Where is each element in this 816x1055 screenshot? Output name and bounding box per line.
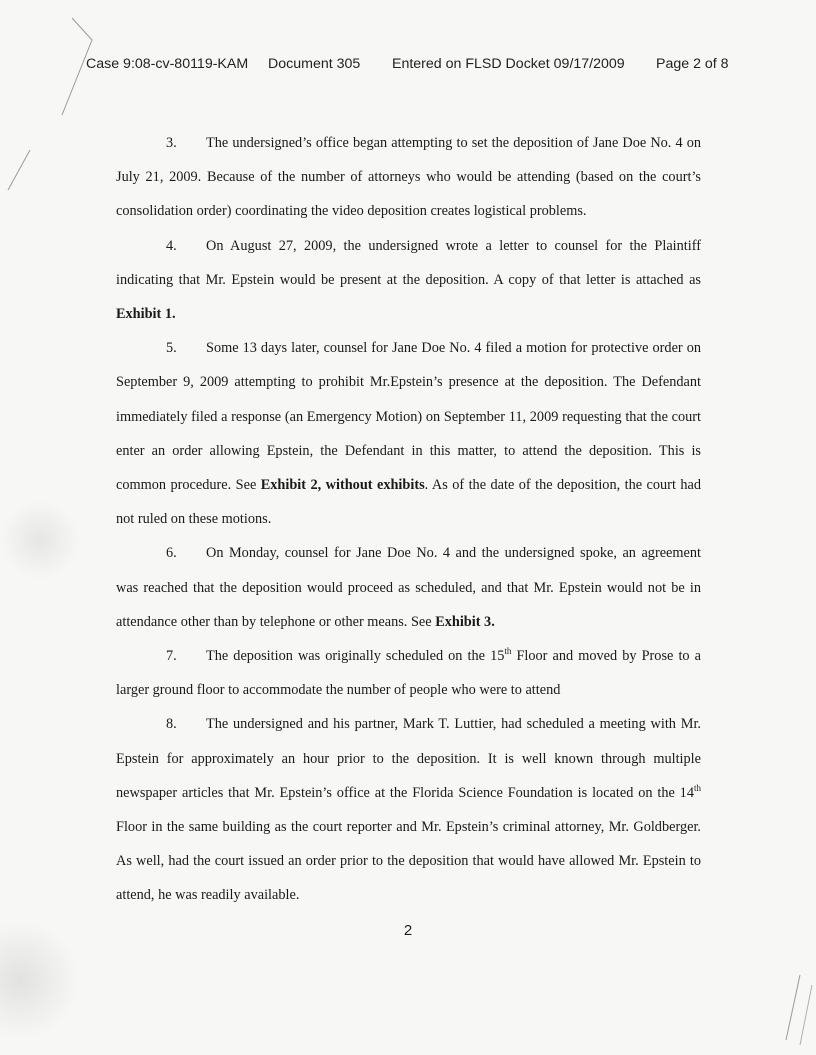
numbered-paragraph: [116, 707, 701, 912]
paragraph-text: Floor and moved by Prose to a larger ground floor to accommodate the number of people who were to attend: [116, 648, 701, 699]
paragraph-text: . As of the date of the deposition, the court had not ruled on these motions.: [116, 477, 702, 528]
paragraph-text: On Monday, counsel for Jane Doe No. 4 and the undersigned spoke, an agreement was reached that the deposition would proceed as scheduled, and that Mr. Epstein would not be in attendance other than by telephone or other means. See: [116, 545, 701, 630]
paragraph-number: 7.: [166, 648, 177, 665]
paragraph-number: 3.: [166, 135, 177, 151]
paragraph-text: The undersigned and his partner, Mark T. Luttier, had scheduled a meeting with Mr. Epstein for approximately an hour prior to the deposition. It is well known through multiple newspaper articles that Mr. Epstein’s office at the Florida Science Foundation is located on the 14: [116, 716, 701, 801]
docket-entry-date: Entered on FLSD Docket 09/17/2009: [392, 56, 625, 72]
paragraph-text: On August 27, 2009, the undersigned wrote a letter to counsel for the Plaintiff indicating that Mr. Epstein would be present at the deposition. A copy of that letter is attached as: [116, 237, 701, 288]
numbered-paragraph: [116, 639, 701, 707]
ordinal-suffix: th: [693, 782, 701, 793]
numbered-paragraph: [116, 126, 701, 229]
paragraph-number: 4.: [166, 237, 177, 254]
exhibit-reference: Exhibit 2, without exhibits: [260, 477, 425, 494]
numbered-paragraph: [116, 229, 701, 332]
paragraph-text: The undersigned’s office began attempting to set the deposition of Jane Doe No. 4 on July 21, 2009. Because of the number of attorneys who would be attending (based on the court’s consolidation order) coordinating the video deposition creates logistical problems.: [116, 135, 701, 220]
document-number: Document 305: [268, 56, 361, 72]
paragraph-text: The deposition was originally scheduled on the 15: [206, 648, 505, 665]
page-count: Page 2 of 8: [656, 56, 729, 72]
paragraph-text: Floor in the same building as the court reporter and Mr. Epstein’s criminal attorney, Mr. Goldberger. As well, had the court issued an order prior to the deposition that would have allowed Mr. Epstein to attend, he was readily available.: [116, 819, 701, 904]
numbered-paragraph: [116, 331, 701, 536]
paragraph-number: 6.: [166, 545, 177, 562]
paragraph-text: Some 13 days later, counsel for Jane Doe No. 4 filed a motion for protective order on September 9, 2009 attempting to prohibit Mr.Epstein’s presence at the deposition. The Defendant immediately filed a response (an Emergency Motion) on September 11, 2009 requesting that the court enter an order allowing Epstein, the Defendant in this matter, to attend the deposition. This is common procedure. See: [116, 340, 701, 494]
numbered-paragraph: [116, 536, 701, 639]
exhibit-reference: Exhibit 1.: [116, 306, 176, 323]
paragraph-number: 5.: [166, 340, 177, 357]
case-number: Case 9:08-cv-80119-KAM: [86, 56, 249, 72]
paragraph-number: 8.: [166, 716, 177, 733]
docket-header: [86, 56, 729, 72]
exhibit-reference: Exhibit 3.: [435, 613, 495, 630]
document-body: [116, 126, 701, 913]
ordinal-suffix: th: [504, 646, 512, 657]
page-number: 2: [403, 922, 413, 939]
